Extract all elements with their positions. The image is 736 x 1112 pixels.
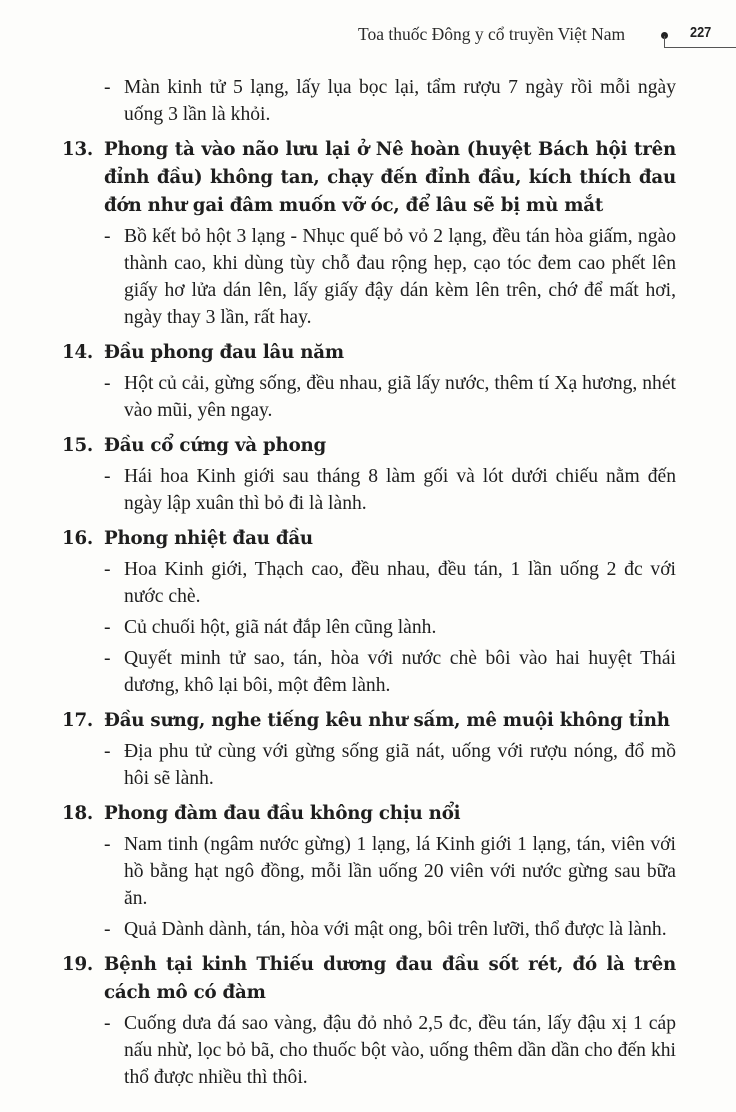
list-item: [0, 916, 736, 943]
bullet-dash: -: [104, 834, 111, 855]
section-number: 17.: [62, 710, 94, 731]
list-item: [0, 738, 736, 792]
section-title: Đầu phong đau lâu năm: [104, 342, 344, 363]
bullet-dash: -: [104, 559, 111, 580]
list-item-text: Hoa Kinh giới, Thạch cao, đều nhau, đều tán, 1 lần uống 2 đc với nước chè.: [124, 559, 676, 607]
list-item-text: Địa phu tử cùng với gừng sống giã nát, uống với rượu nóng, đổ mồ hôi sẽ lành.: [124, 741, 676, 789]
bullet-dash: -: [104, 617, 111, 638]
section-number: 16.: [62, 528, 94, 549]
bullet-dash: -: [104, 466, 111, 487]
list-item-text: Cuống dưa đá sao vàng, đậu đỏ nhỏ 2,5 đc, đều tán, lấy đậu xị 1 cáp nấu nhừ, lọc bỏ bã, cho thuốc bột vào, uống thêm dần dần cho đến khi thổ được nhiều thì thôi.: [124, 1013, 676, 1088]
bullet-dash: -: [104, 77, 111, 98]
list-item: [0, 645, 736, 699]
sections: [0, 136, 736, 1091]
running-title: Toa thuốc Đông y cổ truyền Việt Nam: [358, 24, 626, 44]
list-item: [0, 1010, 736, 1091]
page-number: 227: [690, 24, 712, 41]
section-title: Đầu cổ cứng và phong: [104, 435, 327, 456]
section-heading: [0, 432, 736, 460]
bullet-dash: -: [104, 648, 111, 669]
bullet-dash: -: [104, 226, 111, 247]
bullet-dash: -: [104, 1013, 111, 1034]
section-number: 19.: [62, 954, 94, 975]
list-item-text: Bồ kết bỏ hột 3 lạng - Nhục quế bỏ vỏ 2 lạng, đều tán hòa giấm, ngào thành cao, khi dùng tùy chỗ đau rộng hẹp, cạo tóc đem cao phết lên giấy hơ lửa dán lên, lấy giấy đậy dán kèm lên trên, chớ để mất hơi, ngày thay 3 lần, rất hay.: [124, 226, 676, 328]
section-title: Phong nhiệt đau đầu: [104, 528, 313, 549]
page-header: [0, 22, 736, 52]
section-number: 13.: [62, 139, 94, 160]
page-body: [0, 74, 736, 1095]
section-title: Đầu sưng, nghe tiếng kêu như sấm, mê muội không tỉnh: [104, 710, 670, 731]
section-heading: [0, 136, 736, 220]
section-heading: [0, 525, 736, 553]
section-heading: [0, 800, 736, 828]
list-item-text: Nam tinh (ngâm nước gừng) 1 lạng, lá Kinh giới 1 lạng, tán, viên với hồ bằng hạt ngô đồng, mỗi lần uống 20 viên với nước gừng sau bữa ăn.: [124, 834, 676, 909]
section-number: 15.: [62, 435, 94, 456]
section-number: 18.: [62, 803, 94, 824]
list-item: [0, 556, 736, 610]
section-number: 14.: [62, 342, 94, 363]
list-item-text: Quả Dành dành, tán, hòa với mật ong, bôi trên lưỡi, thổ được là lành.: [124, 919, 667, 940]
bullet-dash: -: [104, 741, 111, 762]
section-title: Phong tà vào não lưu lại ở Nê hoàn (huyệt Bách hội trên đỉnh đầu) không tan, chạy đến đỉnh đầu, kích thích đau đớn như gai đâm muốn vỡ óc, để lâu sẽ bị mù mắt: [104, 139, 676, 216]
list-item-text: Củ chuối hột, giã nát đắp lên cũng lành.: [124, 617, 437, 638]
section-heading: [0, 339, 736, 367]
list-item: [0, 614, 736, 641]
section-title: Phong đàm đau đầu không chịu nổi: [104, 803, 461, 824]
list-item-text: Quyết minh tử sao, tán, hòa với nước chè bôi vào hai huyệt Thái dương, khô lại bôi, một đêm lành.: [124, 648, 676, 696]
section-heading: [0, 951, 736, 1007]
bullet-dash: -: [104, 919, 111, 940]
header-rule-horizontal: [664, 47, 736, 48]
list-item: [0, 370, 736, 424]
list-item: [0, 223, 736, 331]
list-item: [0, 74, 736, 128]
section-heading: [0, 707, 736, 735]
list-item-text: Hái hoa Kinh giới sau tháng 8 làm gối và lót dưới chiếu nằm đến ngày lập xuân thì bỏ đi là lành.: [124, 466, 676, 514]
list-item: [0, 831, 736, 912]
section-title: Bệnh tại kinh Thiếu dương đau đầu sốt rét, đó là trên cách mô có đàm: [104, 954, 676, 1003]
bullet-dash: -: [104, 373, 111, 394]
list-item-text: Màn kinh tử 5 lạng, lấy lụa bọc lại, tẩm rượu 7 ngày rồi mỗi ngày uống 3 lần là khỏi.: [124, 77, 676, 125]
list-item-text: Hột củ cải, gừng sống, đều nhau, giã lấy nước, thêm tí Xạ hương, nhét vào mũi, yên ngay.: [124, 373, 676, 421]
list-item: [0, 463, 736, 517]
